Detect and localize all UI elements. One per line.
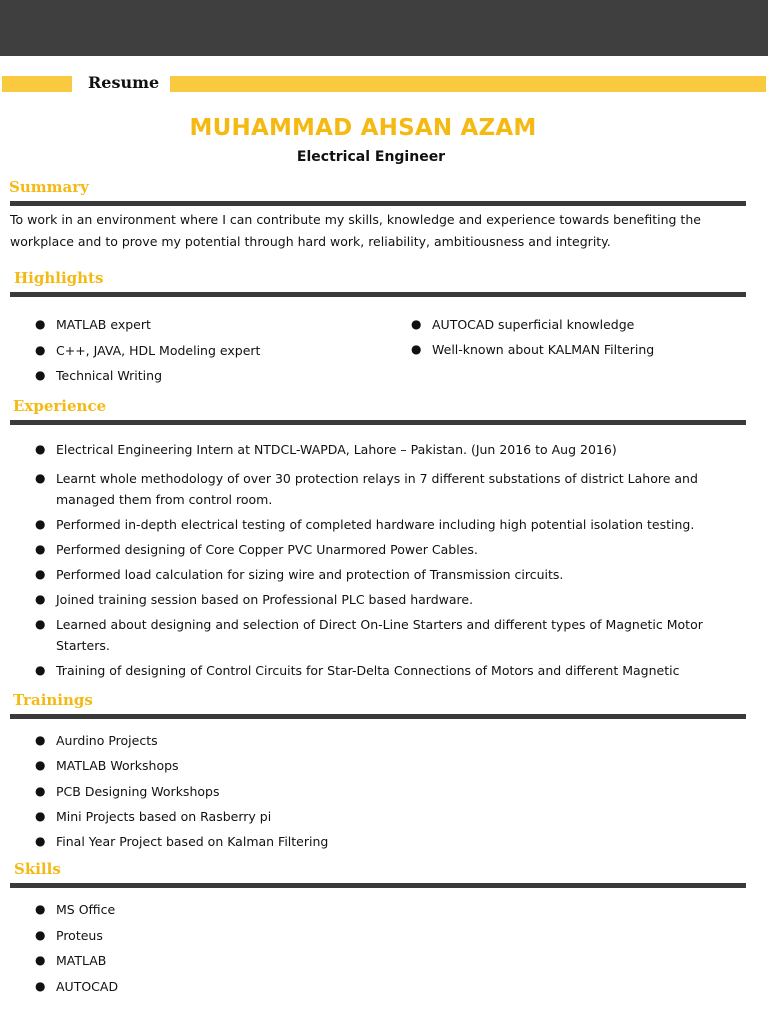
yellow-bar-left [2, 76, 72, 92]
trainings-rule [10, 714, 746, 719]
list-item: ● Aurdino Projects [35, 733, 158, 748]
bullet-icon: ● [411, 317, 422, 331]
top-dark-bar [0, 0, 768, 56]
bullet-icon: ● [35, 368, 46, 382]
skills-list [30, 902, 720, 1004]
list-item: ● PCB Designing Workshops [35, 783, 220, 799]
bullet-icon: ● [35, 442, 46, 456]
bullet-icon: ● [411, 342, 422, 356]
list-item: ● Performed in-depth electrical testing of completed hardware including high potential isolation testing. [30, 514, 720, 535]
list-item: ● Well-known about KALMAN Filtering [411, 342, 655, 357]
bullet-icon: ● [35, 517, 46, 531]
list-item: ● Training of designing of Control Circuits for Star-Delta Connections of Motors and different Magnetic [30, 660, 720, 681]
bullet-icon: ● [35, 663, 46, 677]
highlights-title: Highlights [14, 269, 104, 287]
skills-rule [10, 883, 746, 888]
experience-rule [10, 420, 746, 425]
highlights-right-list [406, 317, 746, 367]
bullet-icon: ● [35, 471, 46, 485]
list-item: ● MATLAB Workshops [35, 758, 179, 774]
candidate-name: MUHAMMAD AHSAN AZAM [189, 115, 537, 141]
highlights-left-list [30, 317, 390, 394]
bullet-icon: ● [35, 342, 46, 357]
highlights-rule [10, 292, 746, 297]
skills-title: Skills [14, 860, 61, 878]
list-item: ● Proteus [35, 927, 103, 943]
experience-list [30, 439, 720, 681]
list-item: ● Mini Projects based on Rasberry pi [35, 808, 272, 824]
list-item: ● MATLAB expert [35, 317, 151, 332]
bullet-icon: ● [35, 758, 46, 773]
list-item: ● C++, JAVA, HDL Modeling expert [35, 342, 261, 358]
bullet-icon: ● [35, 617, 46, 631]
summary-title: Summary [9, 178, 89, 196]
list-item: ● Learned about designing and selection of Direct On-Line Starters and different types of Magnetic Motor Starters. [30, 614, 720, 656]
job-title: Electrical Engineer [296, 149, 446, 165]
list-item: ● Technical Writing [35, 368, 163, 383]
bullet-icon: ● [35, 783, 46, 798]
summary-rule [10, 201, 746, 206]
resume-label: Resume [88, 73, 160, 92]
trainings-list [30, 733, 720, 859]
bullet-icon: ● [35, 978, 46, 993]
list-item: ● Joined training session based on Professional PLC based hardware. [30, 589, 720, 610]
bullet-icon: ● [35, 953, 46, 967]
experience-title: Experience [13, 397, 107, 415]
summary-text: To work in an environment where I can contribute my skills, knowledge and experience towards benefiting the workplace and to prove my potential through hard work, reliability, ambitiousness and integrity. [10, 212, 701, 249]
bullet-icon: ● [35, 542, 46, 556]
bullet-icon: ● [35, 902, 46, 916]
bullet-icon: ● [35, 927, 46, 942]
list-item: ● Learnt whole methodology of over 30 protection relays in 7 different substations of district Lahore and managed them from control room. [30, 468, 720, 510]
bullet-icon: ● [35, 592, 46, 606]
bullet-icon: ● [35, 733, 46, 747]
bullet-icon: ● [35, 317, 46, 331]
list-item: ● Performed designing of Core Copper PVC Unarmored Power Cables. [30, 539, 720, 560]
list-item: ● Final Year Project based on Kalman Filtering [35, 834, 329, 850]
trainings-title: Trainings [13, 691, 93, 709]
list-item: ● AUTOCAD [35, 978, 119, 994]
list-item: ● Performed load calculation for sizing wire and protection of Transmission circuits. [30, 564, 720, 585]
list-item: ● MATLAB [35, 953, 107, 968]
list-item: ● Electrical Engineering Intern at NTDCL-WAPDA, Lahore – Pakistan. (Jun 2016 to Aug 2016) [30, 439, 720, 460]
bullet-icon: ● [35, 567, 46, 581]
yellow-bar-right [170, 76, 766, 92]
list-item: ● MS Office [35, 902, 116, 917]
list-item: ● AUTOCAD superficial knowledge [411, 317, 635, 332]
bullet-icon: ● [35, 808, 46, 823]
bullet-icon: ● [35, 834, 46, 849]
